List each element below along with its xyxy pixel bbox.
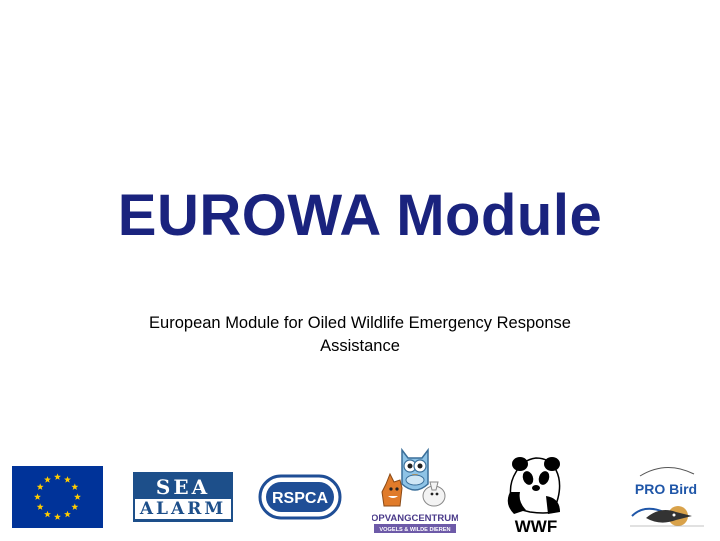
sea-alarm-line2: ALARM — [135, 499, 231, 519]
pro-bird-text: PRO Bird — [634, 481, 698, 497]
eu-star-icon — [71, 503, 78, 510]
eu-star-icon — [71, 483, 78, 490]
eu-star-icon — [64, 511, 71, 518]
eu-star-icon — [64, 476, 71, 483]
opvang-name: OPVANGCENTRUM — [372, 513, 458, 524]
opvang-subline: VOGELS & WILDE DIEREN — [379, 527, 451, 533]
eu-star-icon — [54, 473, 61, 480]
opvangcentrum-logo — [372, 444, 458, 536]
eu-stars-icon — [12, 466, 103, 528]
pro-bird-arc-top — [640, 467, 694, 476]
eu-star-icon — [44, 511, 51, 518]
eu-star-icon — [37, 503, 44, 510]
eu-star-icon — [44, 476, 51, 483]
panda-icon — [508, 457, 560, 514]
eu-flag-logo — [12, 466, 103, 528]
eu-star-icon — [74, 493, 81, 500]
wwf-logo — [500, 452, 572, 536]
sea-alarm-logo — [133, 472, 233, 522]
sea-alarm-line1: SEA — [155, 475, 211, 499]
rspca-text: RSPCA — [271, 490, 329, 507]
eu-star-icon — [34, 493, 41, 500]
slide-title: EUROWA Module — [117, 183, 603, 248]
wwf-text: WWF — [514, 517, 558, 536]
eu-star-icon — [54, 513, 61, 520]
slide-subtitle: European Module for Oiled Wildlife Emergency Response Assistance — [149, 314, 571, 355]
fox-icon — [382, 474, 402, 506]
owl-icon — [402, 450, 428, 490]
eu-star-icon — [37, 483, 44, 490]
rspca-logo — [258, 474, 342, 520]
pro-bird-logo — [620, 460, 712, 532]
